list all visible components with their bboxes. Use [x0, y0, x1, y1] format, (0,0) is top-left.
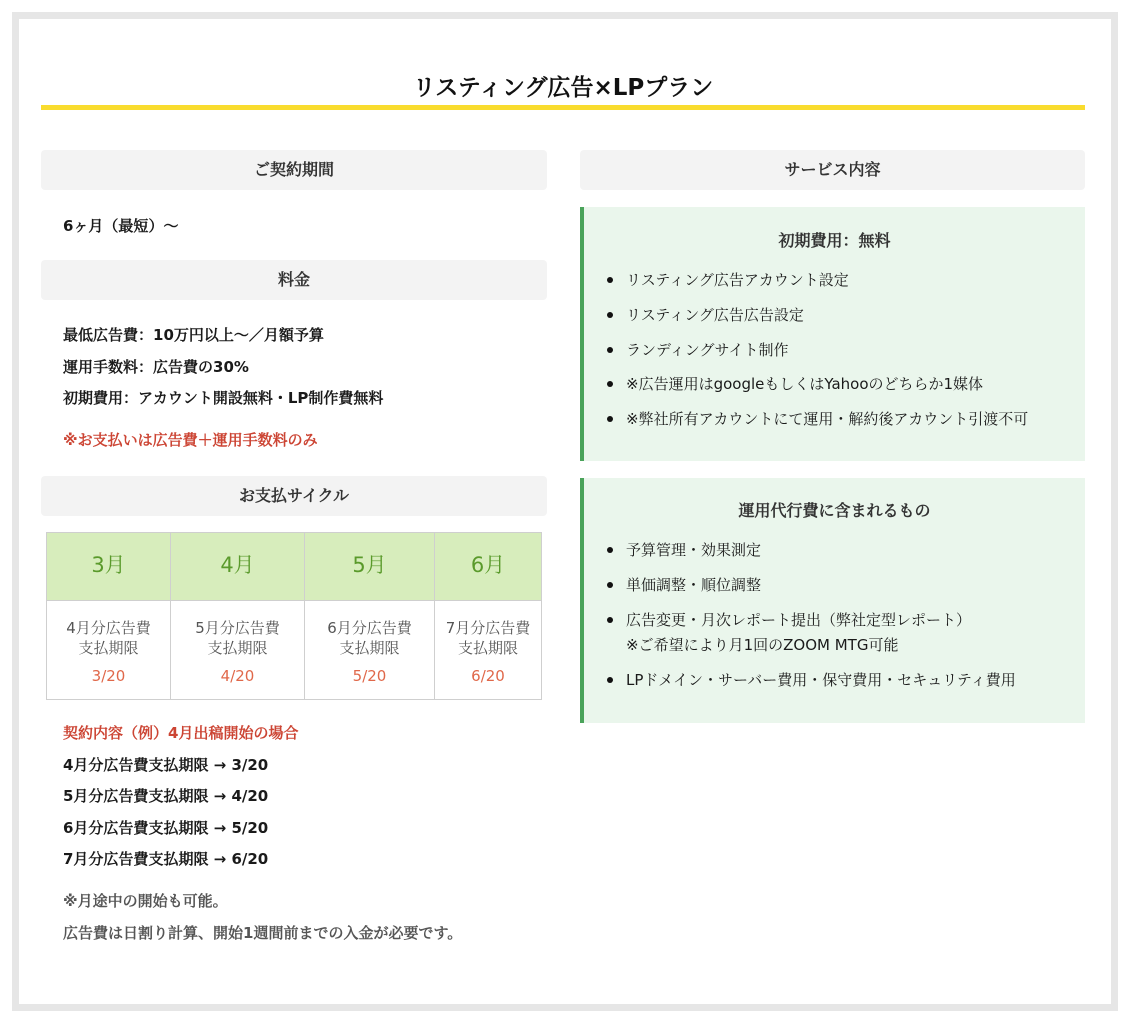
- cycle-desc: 5月分広告費: [195, 619, 280, 637]
- cycle-column-4: [171, 533, 305, 699]
- list-item-sub: [584, 634, 1085, 669]
- page-title: リスティング広告×LPプラン: [412, 75, 714, 101]
- cycle-desc: 支払期限: [457, 639, 518, 657]
- cycle-desc: 6月分広告費: [327, 619, 412, 637]
- footnote-prorated: 広告費は日割り計算、開始1週間前までの入金が必要です。: [63, 924, 463, 942]
- contract-heading: ご契約期間: [41, 150, 547, 190]
- service-heading: サービス内容: [580, 150, 1085, 190]
- cycle-month: 5月: [305, 533, 434, 601]
- fee-note: ※お支払いは広告費＋運用手数料のみ: [63, 431, 318, 449]
- example-title: 契約内容（例）4月出稿開始の場合: [63, 724, 299, 742]
- cycle-column-6: [435, 533, 541, 699]
- cycle-column-5: [305, 533, 435, 699]
- initial-cost-title: 初期費用：無料: [778, 231, 891, 250]
- cycle-month: 4月: [171, 533, 304, 601]
- cycle-date: 4/20: [220, 667, 255, 685]
- included-title: 運用代行費に含まれるもの: [738, 501, 931, 520]
- title-underline: [41, 105, 1085, 110]
- list-item: 予算管理・効果測定: [584, 539, 1085, 574]
- cycle-heading: お支払サイクル: [41, 476, 547, 516]
- example-line: 7月分広告費支払期限 → 6/20: [63, 850, 269, 868]
- list-item: 広告変更・月次レポート提出（弊社定型レポート）: [584, 609, 1085, 634]
- fee-heading: 料金: [41, 260, 547, 300]
- fee-line-initial: 初期費用：アカウント開設無料・LP制作費無料: [63, 389, 384, 407]
- cycle-date: 3/20: [91, 667, 126, 685]
- list-item: リスティング広告広告設定: [584, 304, 1085, 339]
- cycle-month: 6月: [435, 533, 541, 601]
- list-item: リスティング広告アカウント設定: [584, 269, 1085, 304]
- payment-cycle-table: [46, 532, 542, 700]
- page-frame: [12, 12, 1118, 1011]
- cycle-month: 3月: [47, 533, 170, 601]
- contract-period: 6ヶ月（最短）～: [63, 217, 179, 235]
- list-item: LPドメイン・サーバー費用・保守費用・セキュリティ費用: [584, 669, 1085, 699]
- fee-line-min-ad: 最低広告費：10万円以上～／月額予算: [63, 326, 324, 344]
- initial-cost-box: [580, 207, 1085, 461]
- example-line: 6月分広告費支払期限 → 5/20: [63, 819, 269, 837]
- list-item: ※弊社所有アカウントにて運用・解約後アカウント引渡不可: [584, 408, 1085, 438]
- cycle-date: 6/20: [471, 667, 505, 685]
- list-item: ※広告運用はgoogleもしくはYahooのどちらか1媒体: [584, 373, 1085, 408]
- example-line: 4月分広告費支払期限 → 3/20: [63, 756, 269, 774]
- cycle-desc: 支払期限: [78, 639, 139, 657]
- cycle-desc: 支払期限: [207, 639, 268, 657]
- cycle-desc: 7月分広告費: [445, 619, 531, 637]
- zoom-note: ※ご希望により月1回のZOOM MTG可能: [626, 636, 899, 654]
- cycle-desc: 4月分広告費: [66, 619, 151, 637]
- included-box: [580, 478, 1085, 723]
- example-line: 5月分広告費支払期限 → 4/20: [63, 787, 269, 805]
- list-item: ランディングサイト制作: [584, 339, 1085, 373]
- cycle-date: 5/20: [352, 667, 387, 685]
- fee-line-commission: 運用手数料：広告費の30%: [63, 358, 249, 376]
- cycle-desc: 支払期限: [339, 639, 400, 657]
- cycle-column-3: [47, 533, 171, 699]
- list-item: 単価調整・順位調整: [584, 574, 1085, 609]
- footnote-mid-month: ※月途中の開始も可能。: [63, 892, 228, 910]
